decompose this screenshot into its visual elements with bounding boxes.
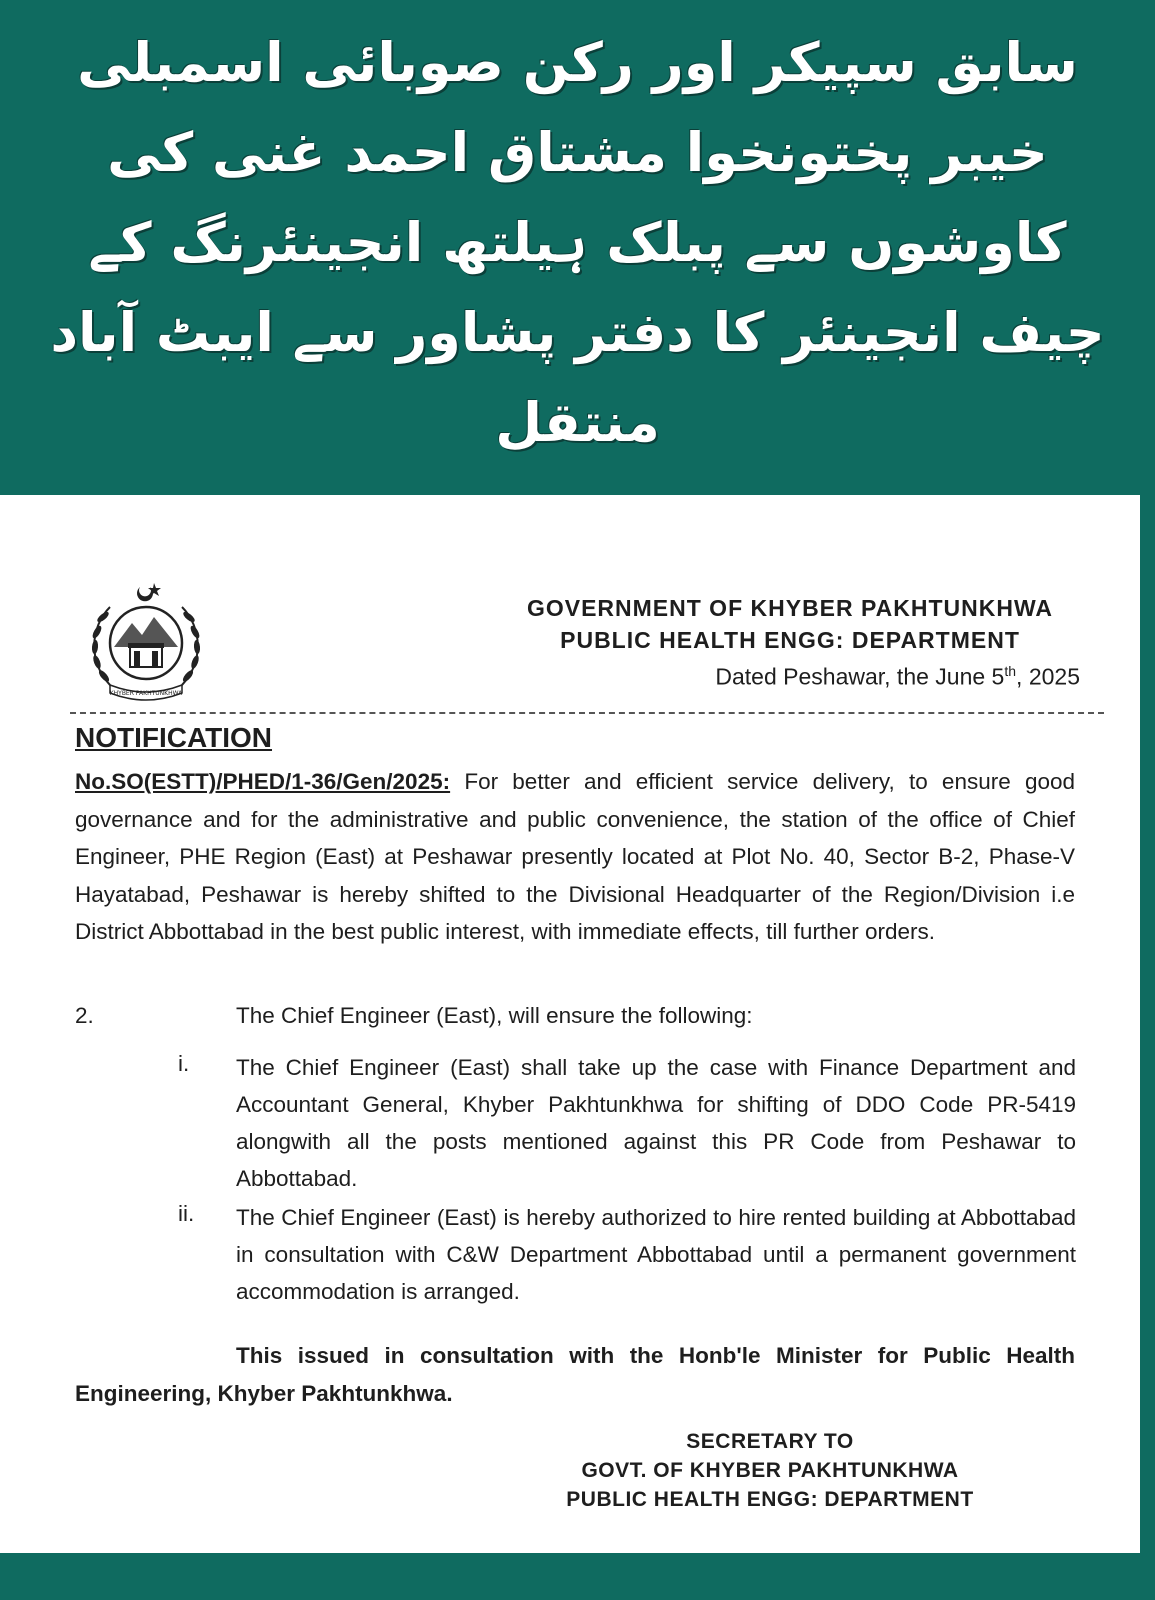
signature-line-1: SECRETARY TO [686, 1430, 854, 1453]
notification-paragraph-1 [75, 763, 1075, 951]
dated-line: Dated Peshawar, the June 5th, 2025 [715, 663, 1080, 690]
header-line-1: GOVERNMENT OF KHYBER PAKHTUNKHWA [526, 595, 1054, 621]
header-divider [70, 712, 1104, 714]
bottom-border [0, 1553, 1155, 1600]
item-1-text: The Chief Engineer (East) shall take up the case with Finance Department and Accountant General, Khyber Pakhtunkhwa for shifting of DDO Code PR-5419 alongwith all the posts mentioned against this PR Code from Peshawar to Abbottabad. [236, 1055, 1076, 1191]
paragraph-2-number: 2. [75, 1003, 94, 1028]
government-header [440, 592, 1140, 656]
emblem-ribbon-text: KHYBER PAKHTUNKHWA [109, 690, 183, 697]
paragraph-2-text: The Chief Engineer (East), will ensure the following: [236, 1003, 753, 1028]
signature-line-2: GOVT. OF KHYBER PAKHTUNKHWA [581, 1459, 959, 1482]
headline-line-4: چیف انجینئر کا دفتر پشاور سے ایبٹ آباد [50, 301, 1105, 364]
item-2-text: The Chief Engineer (East) is hereby authorized to hire rented building at Abbottabad in consultation with C&W Department Abbottabad until a permanent government accommodation is arranged. [236, 1205, 1076, 1304]
government-emblem-icon [70, 577, 222, 705]
headline-line-5: منتقل [495, 391, 660, 454]
item-2-number: ii. [178, 1201, 195, 1226]
headline-line-2: خیبر پختونخوا مشتاق احمد غنی کی [107, 121, 1048, 184]
signature-line-3: PUBLIC HEALTH ENGG: DEPARTMENT [566, 1488, 974, 1511]
urdu-headline [20, 18, 1135, 490]
header-line-2: PUBLIC HEALTH ENGG: DEPARTMENT [560, 627, 1020, 653]
paragraph-1-text: For better and efficient service delivery, to ensure good governance and for the administrative and public convenience, the station of the office of Chief Engineer, PHE Region (East) at Peshawar presently located at Plot No. 40, Sector B-2, Phase-V Hayatabad, Peshawar is hereby shifted to the Divisional Headquarter of the Region/Division i.e District Abbottabad in the best public interest, with immediate effects, till further orders. [75, 769, 1075, 944]
notification-title: NOTIFICATION [75, 722, 273, 753]
notification-reference-number: No.SO(ESTT)/PHED/1-36/Gen/2025: [75, 769, 451, 794]
headline-line-1: سابق سپیکر اور رکن صوبائی اسمبلی [77, 31, 1078, 94]
signature-block [520, 1427, 1020, 1514]
headline-line-3: کاوشوں سے پبلک ہیلتھ انجینئرنگ کے [88, 211, 1067, 274]
notification-document [0, 495, 1140, 1553]
item-1-number: i. [178, 1051, 190, 1076]
closing-paragraph: This issued in consultation with the Honb'le Minister for Public Health Engineering, Khyber Pakhtunkhwa. [75, 1343, 1075, 1406]
